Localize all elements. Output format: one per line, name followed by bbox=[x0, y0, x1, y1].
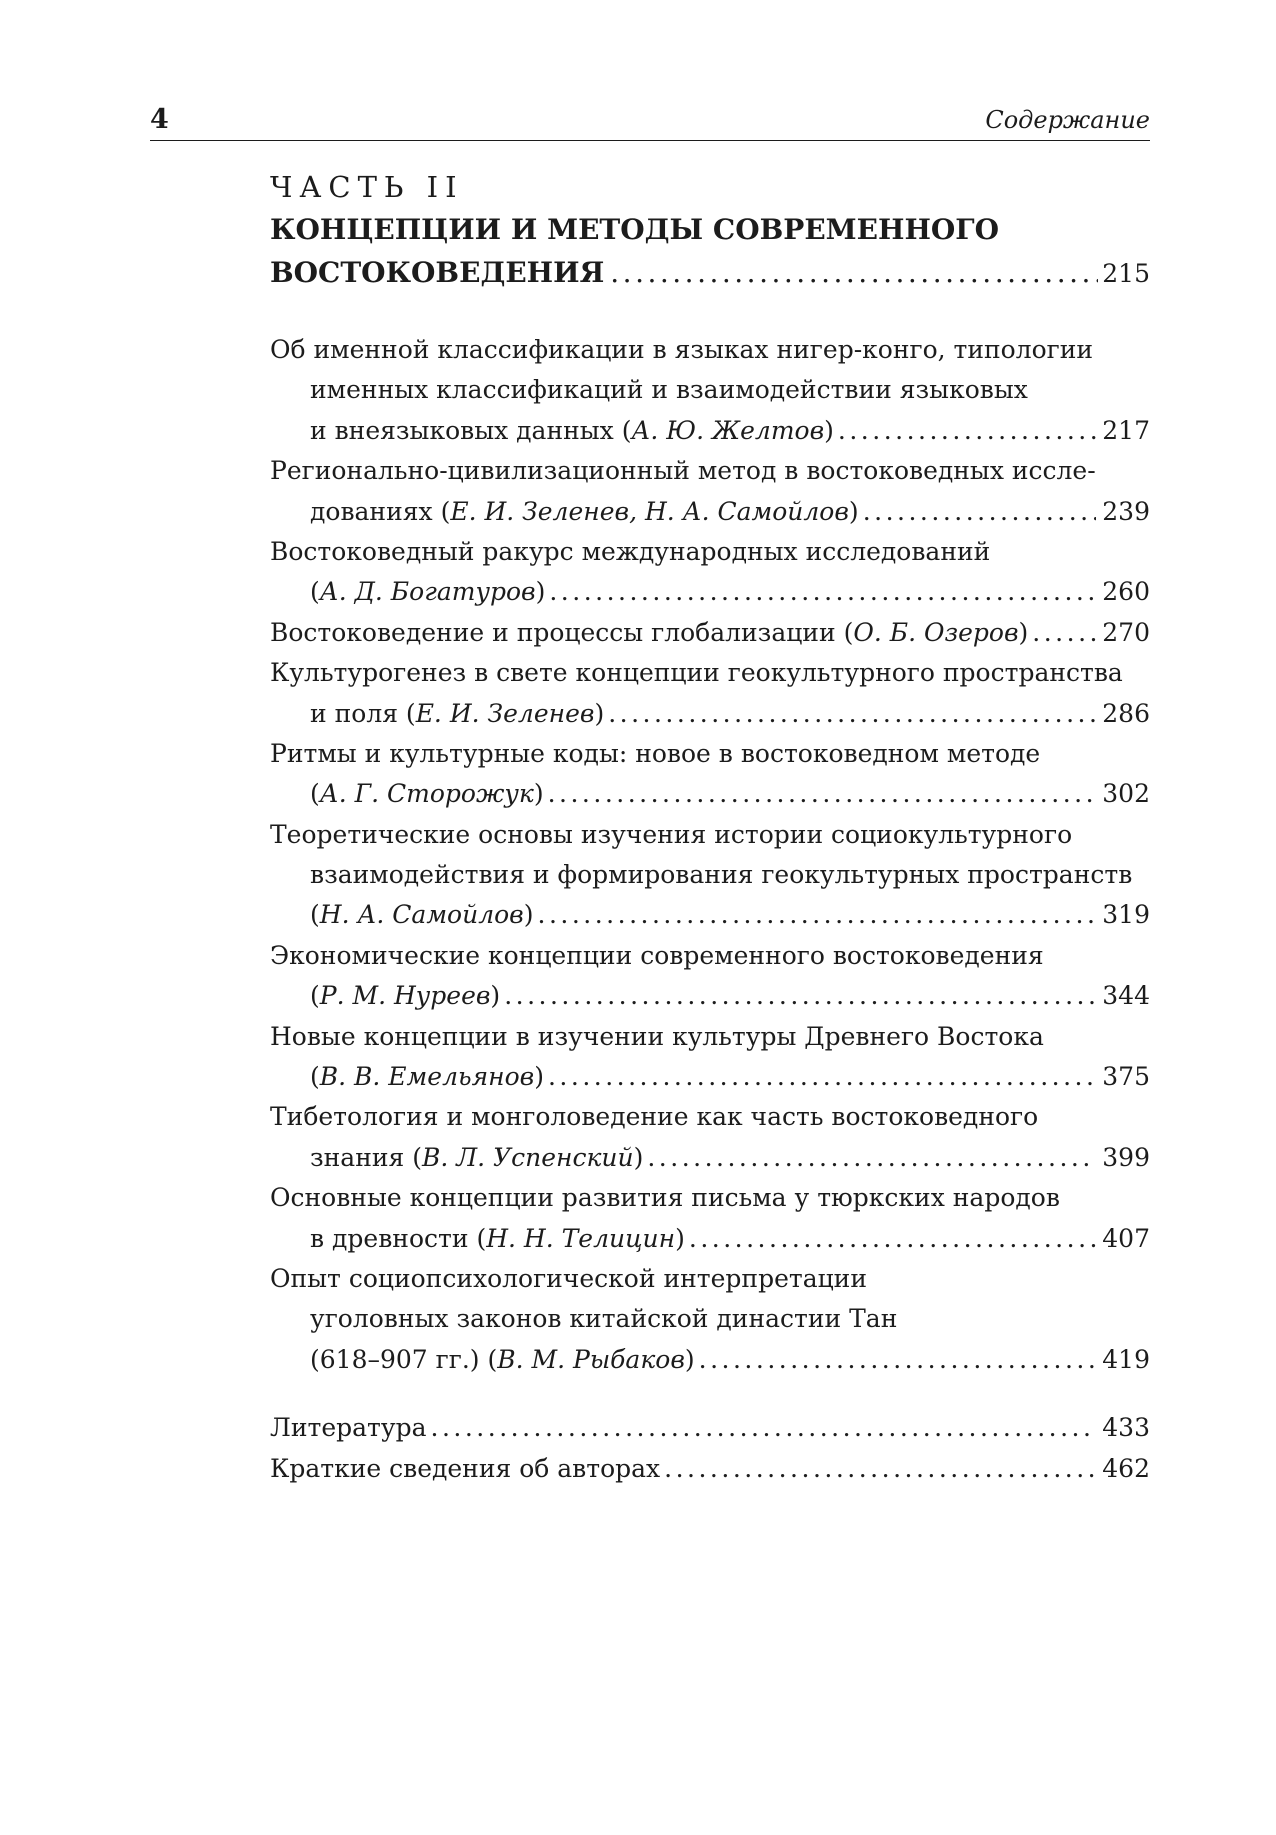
toc-entry-page: 302 bbox=[1102, 779, 1150, 809]
toc-entry[interactable] bbox=[270, 451, 1150, 532]
toc-entry-close: ) bbox=[824, 415, 834, 445]
toc-entry-author: В. Л. Успенский bbox=[422, 1142, 634, 1172]
toc-entry-last-line bbox=[270, 613, 1150, 653]
toc-entry-close: ) bbox=[1018, 617, 1029, 647]
toc-entry-page: 239 bbox=[1102, 496, 1150, 526]
toc-entry-author: А. Г. Сторожук bbox=[319, 779, 534, 809]
toc-entry-last-line bbox=[270, 572, 1150, 612]
toc-entry-page: 260 bbox=[1102, 577, 1150, 607]
toc-entry-text: ( bbox=[310, 900, 320, 930]
toc-entry[interactable] bbox=[270, 1178, 1150, 1259]
dot-leader bbox=[548, 1057, 1096, 1097]
dot-leader bbox=[863, 492, 1097, 532]
toc-entry-text: и внеязыковых данных ( bbox=[310, 415, 632, 445]
toc-entry-page: 462 bbox=[1102, 1453, 1150, 1483]
toc-entry-close: ) bbox=[523, 900, 534, 930]
toc-entry-line: Об именной классификации в языках нигер-конго, типологии bbox=[270, 335, 1094, 364]
toc-entry-author: О. Б. Озеров bbox=[853, 617, 1019, 647]
toc-entry-page: 217 bbox=[1102, 415, 1150, 445]
toc-entry-line: взаимодействия и формирования геокультурных пространств bbox=[310, 860, 1133, 890]
toc-entry-line: Культурогенез в свете концепции геокультурного пространства bbox=[270, 658, 1123, 688]
toc-entry-last-line bbox=[270, 492, 1150, 532]
toc-entry-line: Опыт социопсихологической интерпретации bbox=[270, 1263, 868, 1293]
toc-entry-author: А. Ю. Желтов bbox=[631, 415, 825, 445]
toc-entry[interactable] bbox=[270, 1017, 1150, 1098]
toc-entry-line: именных классификаций и взаимодействии языковых bbox=[310, 375, 1028, 405]
toc-entry-author: Е. И. Зеленев, Н. А. Самойлов bbox=[450, 496, 849, 526]
dot-leader bbox=[647, 1138, 1096, 1178]
toc-entry-text: Краткие сведения об авторах bbox=[270, 1453, 661, 1483]
toc-entry-line: Новые концепции в изучении культуры Древнего Востока bbox=[270, 1021, 1044, 1051]
page-number: 4 bbox=[150, 104, 169, 135]
toc-entry-last-line bbox=[270, 976, 1150, 1016]
running-head bbox=[150, 100, 1150, 141]
toc-entry-text: Востоковедение и процессы глобализации ( bbox=[270, 617, 854, 647]
toc-entry-text: в древности ( bbox=[310, 1223, 487, 1253]
part-title-line2: ВОСТОКОВЕДЕНИЯ bbox=[270, 256, 605, 289]
dot-leader bbox=[431, 1408, 1097, 1448]
toc-entry-last-line bbox=[270, 1340, 1150, 1380]
toc-entry[interactable] bbox=[270, 613, 1150, 653]
toc-entry-page: 344 bbox=[1102, 981, 1150, 1011]
dot-leader bbox=[699, 1340, 1097, 1380]
toc-entry-text: дованиях ( bbox=[310, 496, 451, 526]
toc-entry-close: ) bbox=[533, 779, 544, 809]
part-page-number: 215 bbox=[1102, 259, 1150, 288]
toc-entry-text: ( bbox=[310, 981, 320, 1011]
toc-entry-close: ) bbox=[684, 1344, 695, 1374]
toc-entry-text: ( bbox=[310, 1062, 320, 1092]
part-title[interactable] bbox=[270, 208, 1150, 295]
part-title-leader bbox=[270, 251, 1150, 295]
toc-entry-text: ( bbox=[310, 577, 320, 607]
toc-entry-close: ) bbox=[633, 1142, 644, 1172]
toc-entry-last-line bbox=[270, 1138, 1150, 1178]
toc-entry-last-line bbox=[270, 1219, 1150, 1259]
dot-leader bbox=[1032, 613, 1096, 653]
toc-entry-page: 407 bbox=[1102, 1223, 1150, 1253]
toc-entry-last-line bbox=[270, 774, 1150, 814]
toc-entry-page: 375 bbox=[1102, 1062, 1150, 1092]
toc-entry-line: Теоретические основы изучения истории социокультурного bbox=[270, 819, 1073, 849]
dot-leader bbox=[538, 895, 1097, 935]
toc-entry-line: Тибетология и монголоведение как часть востоковедного bbox=[270, 1102, 1039, 1132]
dot-leader bbox=[664, 1449, 1096, 1489]
toc-entry-last-line bbox=[270, 1057, 1150, 1097]
toc-entry-line: Востоковедный ракурс международных исследований bbox=[270, 536, 991, 566]
toc-entry[interactable] bbox=[270, 330, 1150, 451]
toc-entry-text: Литература bbox=[270, 1413, 427, 1443]
toc-entry-author: Н. Н. Телицин bbox=[486, 1223, 676, 1253]
toc-entry-page: 319 bbox=[1102, 900, 1150, 930]
toc-entry-author: Н. А. Самойлов bbox=[319, 900, 524, 930]
toc-entry-page: 270 bbox=[1102, 617, 1150, 647]
toc-entry[interactable] bbox=[270, 734, 1150, 815]
toc-entry-last-line bbox=[270, 694, 1150, 734]
toc-entry-line: уголовных законов китайской династии Тан bbox=[310, 1304, 898, 1334]
toc-entry-close: ) bbox=[535, 577, 546, 607]
toc-entry[interactable] bbox=[270, 936, 1150, 1017]
section-gap bbox=[270, 1380, 1150, 1408]
dot-leader bbox=[689, 1219, 1096, 1259]
toc-entry-authors-info[interactable] bbox=[270, 1449, 1150, 1489]
dot-leader bbox=[504, 976, 1096, 1016]
toc-entry-close: ) bbox=[675, 1223, 685, 1253]
dot-leader bbox=[610, 251, 1098, 294]
toc-entry-line: Регионально-цивилизационный метод в востоковедных иссле- bbox=[270, 456, 1096, 486]
toc-entry-page: 399 bbox=[1102, 1142, 1150, 1172]
toc-entry-line: Экономические концепции современного востоковедения bbox=[270, 940, 1044, 970]
toc-entry-last-line bbox=[270, 411, 1150, 451]
toc-entry-text: ( bbox=[310, 779, 320, 809]
running-title: Содержание bbox=[985, 106, 1150, 134]
toc-entry-line: Ритмы и культурные коды: новое в востоковедном методе bbox=[270, 738, 1041, 768]
toc-entry-author: Р. М. Нуреев bbox=[319, 981, 491, 1011]
table-of-contents bbox=[270, 330, 1150, 1489]
toc-entry-page: 433 bbox=[1102, 1413, 1150, 1443]
toc-entry-text: (618–907 гг.) ( bbox=[310, 1344, 498, 1374]
toc-entry-page: 286 bbox=[1102, 698, 1150, 728]
toc-entry[interactable] bbox=[270, 1097, 1150, 1178]
dot-leader bbox=[608, 694, 1096, 734]
toc-entry[interactable] bbox=[270, 653, 1150, 734]
toc-entry-close: ) bbox=[594, 698, 605, 728]
toc-entry-text: и поля ( bbox=[310, 698, 416, 728]
toc-entry-literature[interactable] bbox=[270, 1408, 1150, 1448]
part-label: ЧАСТЬ II bbox=[270, 170, 464, 204]
toc-entry-author: Е. И. Зеленев bbox=[415, 698, 595, 728]
toc-entry[interactable] bbox=[270, 532, 1150, 613]
dot-leader bbox=[548, 774, 1097, 814]
toc-entry-close: ) bbox=[490, 981, 501, 1011]
toc-entry-last-line bbox=[270, 895, 1150, 935]
toc-entry-author: А. Д. Богатуров bbox=[319, 577, 536, 607]
toc-entry-text: знания ( bbox=[310, 1142, 422, 1172]
toc-entry[interactable] bbox=[270, 1259, 1150, 1380]
toc-entry-author: В. В. Емельянов bbox=[319, 1062, 535, 1092]
toc-entry-line: Основные концепции развития письма у тюркских народов bbox=[270, 1183, 1060, 1213]
dot-leader bbox=[838, 411, 1096, 451]
toc-entry-author: В. М. Рыбаков bbox=[497, 1344, 685, 1374]
part-title-line1: КОНЦЕПЦИИ И МЕТОДЫ СОВРЕМЕННОГО bbox=[270, 213, 1000, 246]
toc-entry-close: ) bbox=[534, 1062, 544, 1092]
toc-entry[interactable] bbox=[270, 815, 1150, 936]
toc-entry-close: ) bbox=[848, 496, 859, 526]
dot-leader bbox=[549, 572, 1096, 612]
toc-entry-page: 419 bbox=[1102, 1344, 1150, 1374]
